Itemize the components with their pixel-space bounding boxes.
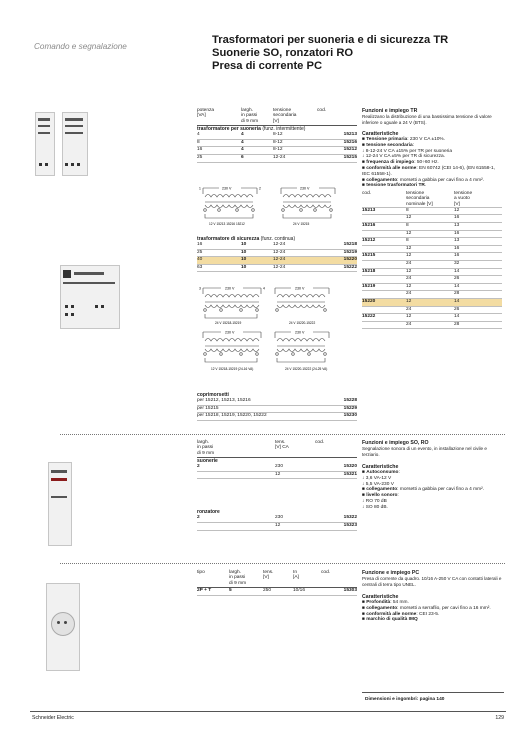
col-tensione: tensione secondaria [V] <box>273 108 297 124</box>
spec-item: ■ conformità alle norme: CEI 23-5. <box>362 611 440 617</box>
suoneria-rows <box>197 132 357 162</box>
table-row: 15213 8 12 <box>362 207 502 215</box>
spec-item: ■ collegamento: morsetti a gabbia per cavi fino a 4 mm². <box>362 487 485 493</box>
section-ronzatore: ronzatore <box>197 509 220 516</box>
pc-char-title: Caratteristiche <box>362 593 399 600</box>
category-label: Comando e segnalazione <box>34 42 127 51</box>
dimensions-note: Dimensioni e ingombri: pagina 140 <box>365 697 445 702</box>
table-row: 2 230 15322 <box>197 515 357 522</box>
table-row: 16 4 8-12 15212 <box>197 147 357 155</box>
diagram-label-230v-2: 230 V <box>300 186 310 191</box>
tr-spec-title: Funzioni e impiego TR <box>362 108 418 114</box>
tr-spec-panel <box>362 108 502 329</box>
pc-table-header: tipo largh. in passi di 9 mm tens. [V] In [A] cod. <box>197 570 331 586</box>
so-spec-intro: Segnalazione sonora di un evento, in installazione nel civile e terziario. <box>362 446 487 457</box>
diagram-label-230v-6: 230 V <box>295 330 305 335</box>
so-table <box>197 440 357 531</box>
pc-spec-title: Funzione e impiego PC <box>362 570 420 576</box>
footer-rule <box>30 711 506 712</box>
brand-name: Schneider Electric <box>32 715 74 721</box>
diagram-label-230v-4: 230 V <box>295 286 305 291</box>
section-suoneria: trasformatore per suoneria (funz. intermittente) <box>197 126 306 133</box>
spec-item: ↓ 5,5 VA-230 V <box>362 481 394 487</box>
footer-rule-short <box>362 692 504 693</box>
so-char-title: Caratteristiche <box>362 463 399 470</box>
wiring-diagram-suoneria <box>197 180 357 232</box>
diagram-caption-3: 24 V 15218-15219 <box>215 321 242 325</box>
diagram-label-230v-3: 230 V <box>225 286 235 291</box>
title-line-1: Trasformatori per suoneria e di sicurezza TR <box>212 34 449 46</box>
table-row: 24 28 <box>362 291 502 299</box>
table-row: 25 6 12-24 15215 <box>197 155 357 163</box>
terminal-3: 3 <box>199 286 201 291</box>
table-row: 24 28 <box>362 321 502 329</box>
table-row: 24 32 <box>362 260 502 268</box>
spec-item: ■ marchio di qualità IMQ <box>362 617 418 623</box>
table-row-highlighted: 15220 12 14 <box>362 298 502 306</box>
coprimorsetti-table <box>197 392 357 421</box>
table-row: per 15218, 15219, 15220, 15222 15230 <box>197 413 357 421</box>
tr-voltage-header: cod. tensione secondaria nominale [V] tensione a vuoto [V] <box>362 191 502 207</box>
spec-item: ↓ 8-12-24 V CA ±15% per TR per suoneria <box>362 148 452 154</box>
diagram-label-230v: 230 V <box>222 186 232 191</box>
spec-item: ■ frequenza di impiego: 50÷60 Hz. <box>362 160 439 166</box>
table-row: 63 10 12-24 15222 <box>197 264 357 272</box>
table-row: 15216 8 13 <box>362 222 502 230</box>
table-row: 24 26 <box>362 276 502 284</box>
table-row: 12 16 <box>362 230 502 238</box>
spec-item: ↓ 12-24 V CA ±5% per TR di sicurezza. <box>362 154 446 160</box>
section-divider <box>60 434 505 435</box>
wiring-diagram-sicurezza <box>197 282 357 390</box>
terminal-1: 1 <box>199 186 201 191</box>
table-row: per 15215 15229 <box>197 405 357 413</box>
diagram-caption-1: 12 V 15213 15216 15212 <box>209 222 245 226</box>
diagram-caption-6: 24 V 15220-15222 (24-25 VA) <box>285 367 328 371</box>
tr-table-header <box>197 108 357 124</box>
so-spec-title: Funzioni e impiego SO, RO <box>362 440 429 446</box>
spec-item: ■ conformità alle norme: EN 60742 (CEI 14-6), (EN 61558-1, IEC 61558-1). <box>362 165 496 177</box>
pc-spec-panel <box>362 570 502 623</box>
table-row-highlighted: 40 10 12-24 15220 <box>197 257 357 265</box>
table-row: 2P + T 5 250 10/16 15303 <box>197 588 357 595</box>
table-row: 25 10 12-24 15219 <box>197 249 357 257</box>
table-row: 15212 8 13 <box>362 238 502 246</box>
section-suonerie: suonerie <box>197 458 218 465</box>
table-row: 16 10 12-24 15218 <box>197 242 357 249</box>
so-table-header: largh. in passi di 9 mm tens. [V] CA cod. <box>197 440 325 456</box>
spec-item: ■ collegamento: morsetti a gabbia per cavi fino a 4 mm². <box>362 177 485 183</box>
tr-char-title: Caratteristiche <box>362 130 399 137</box>
pc-table <box>197 570 357 596</box>
col-cod: cod. <box>317 108 327 113</box>
title-line-2: Suonerie SO, ronzatori RO <box>212 47 354 59</box>
section-coprimorsetti: coprimorsetti <box>197 392 229 398</box>
diagram-caption-4: 24 V 15220-15222 <box>289 321 316 325</box>
tr-spec-intro: Realizzano la distribuzione di una bassissima tensione di valore inferiore o uguale a 24 V (BTS). <box>362 114 492 125</box>
table-row: 15222 12 14 <box>362 314 502 322</box>
table-row: 8 4 8-12 15216 <box>197 139 357 147</box>
spec-item: ■ Autoconsumo: <box>362 470 400 475</box>
spec-item: ■ livello sonoro: <box>362 493 399 499</box>
so-spec-panel <box>362 440 502 511</box>
col-largh: largh. in passi di 9 mm <box>241 108 259 124</box>
col-potenza: potenza [VA] <box>197 108 215 119</box>
page-title <box>212 34 512 73</box>
table-row: 12 16 <box>362 215 502 223</box>
section-divider <box>60 563 505 564</box>
spec-item: ↓ RO 70 dB <box>362 498 387 504</box>
diagram-caption-2: 24 V 15215 <box>293 222 310 226</box>
spec-item: ■ Profondità: 54 mm. <box>362 600 409 605</box>
spec-item: ↓ 3,6 VA-12 V <box>362 475 392 481</box>
page-number: 129 <box>495 715 504 721</box>
spec-item: ■ Tensione primaria: 230 V CA ±10%. <box>362 137 446 142</box>
diagram-label-230v-5: 230 V <box>225 330 235 335</box>
spec-item: ↓ SO 80 dB. <box>362 504 388 510</box>
table-row: 12 15321 <box>197 471 357 479</box>
terminal-4: 4 <box>263 286 265 291</box>
table-row: 12 16 <box>362 245 502 253</box>
table-row: 12 15323 <box>197 523 357 531</box>
terminal-2: 2 <box>259 186 261 191</box>
tr-sicurezza-table <box>197 236 357 272</box>
spec-item: ■ collegamento: morsetti a serraflio, per cavi fino a 16 mm². <box>362 605 491 611</box>
table-row: 2 230 15320 <box>197 464 357 471</box>
tr-table <box>197 108 357 163</box>
table-row: 4 4 8-12 15213 <box>197 132 357 139</box>
tr-voltage-table <box>362 191 502 329</box>
spec-item: ■ tensione trasformatori TR. <box>362 183 427 189</box>
table-row: 15219 12 14 <box>362 283 502 291</box>
diagram-caption-5: 12 V 15218-15219 (24-16 VA) <box>211 367 254 371</box>
table-row: 15215 12 16 <box>362 253 502 261</box>
pc-spec-intro: Presa di corrente da quadro. 10/16 A-250 V CA con contatti laterali e centrali di terra tipo UNEL. <box>362 576 502 587</box>
table-row: 24 26 <box>362 306 502 314</box>
table-row: 15218 12 14 <box>362 268 502 276</box>
section-sicurezza: trasformatore di sicurezza (funz. continua) <box>197 236 296 242</box>
title-line-3: Presa di corrente PC <box>212 60 323 72</box>
table-row: per 15212, 15213, 15216 15228 <box>197 398 357 405</box>
spec-item: ■ tensione secondaria: <box>362 142 414 148</box>
